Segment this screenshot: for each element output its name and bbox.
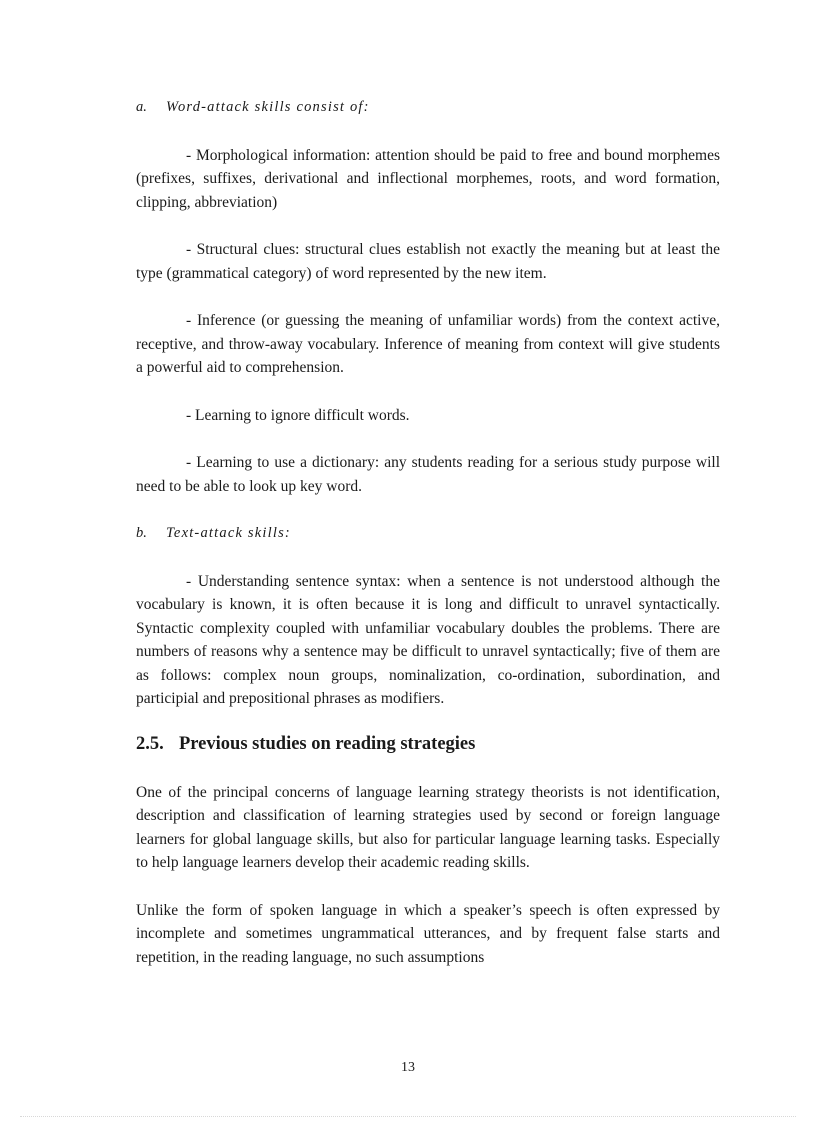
text-attack-item-syntax: - Understanding sentence syntax: when a sentence is not understood although the vocabulary is known, it is often because it is long and difficult to unravel syntactically. Syntactic complexity coupled with unfamiliar vocabulary doubles the problems. There are numbers of reasons why a sentence may be difficult to unravel syntactically; five of them are as follows: complex noun groups, nominalization, co-ordination, subordination, and participial and prepositional phrases as modifiers. <box>136 572 720 707</box>
section-heading <box>136 731 720 757</box>
page-number: 13 <box>401 1060 415 1075</box>
section-title: Previous studies on reading strategies <box>179 733 476 754</box>
section-number: 2.5. <box>136 733 164 754</box>
body-paragraph: One of the principal concerns of language learning strategy theorists is not identification, description and classification of learning strategies used by second or foreign language learners for global language skills, but also for particular language learning tasks. Especially to help language learners develop their academic reading skills. <box>136 783 720 871</box>
document-body <box>136 96 720 969</box>
subsection-b-title: Text-attack skills: <box>166 525 291 541</box>
word-attack-item-structural: - Structural clues: structural clues establish not exactly the meaning but at least the type (grammatical category) of word represented by the new item. <box>136 241 720 282</box>
subsection-b-label: b. <box>136 525 147 541</box>
subsection-a-heading <box>136 96 720 120</box>
word-attack-item-dictionary: - Learning to use a dictionary: any students reading for a serious study purpose will need to be able to look up key word. <box>136 454 720 495</box>
subsection-a-label: a. <box>136 99 147 115</box>
word-attack-item-ignore: - Learning to ignore difficult words. <box>186 406 410 424</box>
subsection-a-title: Word-attack skills consist of: <box>166 99 370 115</box>
body-paragraph: Unlike the form of spoken language in which a speaker’s speech is often expressed by incomplete and sometimes ungrammatical utterances, and by frequent false starts and repetition, in the reading language, no such assumptions <box>136 901 720 966</box>
word-attack-item-inference: - Inference (or guessing the meaning of unfamiliar words) from the context active, receptive, and throw-away vocabulary. Inference of meaning from context will give students a powerful aid to comprehension. <box>136 312 720 376</box>
word-attack-item-morphological: - Morphological information: attention should be paid to free and bound morphemes (prefixes, suffixes, derivational and inflectional morphemes, roots, and word formation, clipping, abbreviation) <box>136 146 720 211</box>
subsection-b-heading <box>136 522 720 546</box>
page-bottom-divider <box>20 1116 796 1117</box>
